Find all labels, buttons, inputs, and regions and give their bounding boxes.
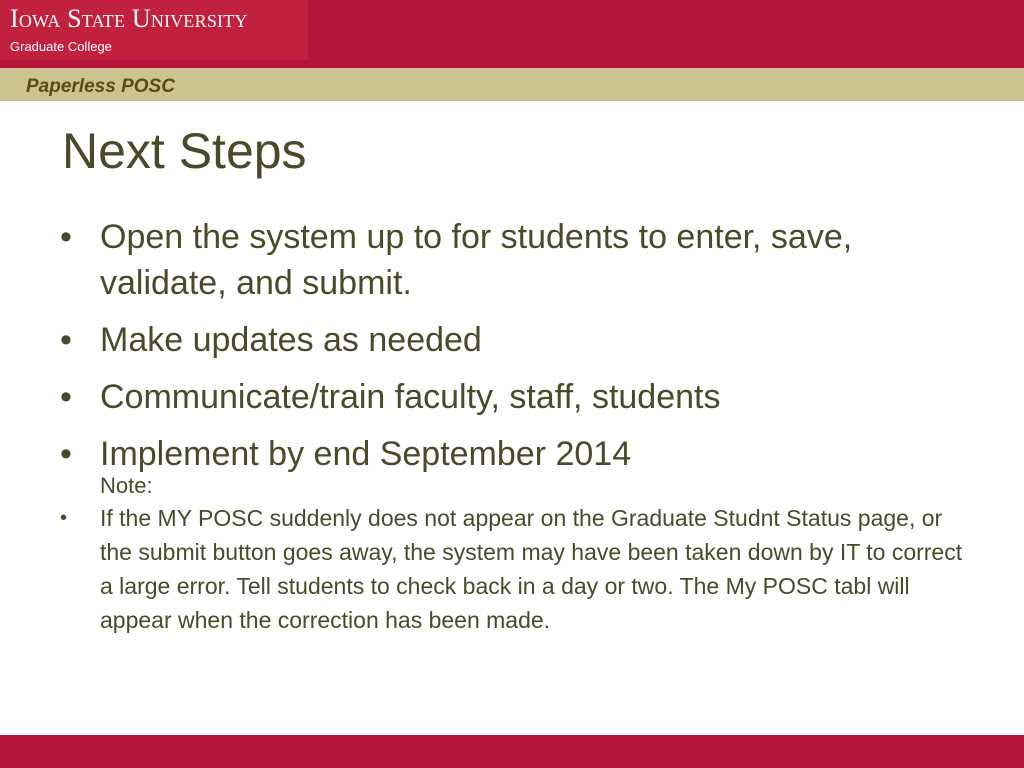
university-name: Iowa State University xyxy=(10,4,248,33)
bullet-icon: • xyxy=(60,321,72,359)
header-bar xyxy=(0,0,1024,68)
list-item xyxy=(60,501,980,637)
list-item xyxy=(60,214,980,306)
bullet-text: Communicate/train faculty, staff, students xyxy=(100,378,721,416)
bullet-icon: • xyxy=(60,218,72,256)
bullet-icon: • xyxy=(60,507,68,529)
college-name: Graduate College xyxy=(10,39,112,54)
bullet-text: Make updates as needed xyxy=(100,321,482,359)
bullet-text: Open the system up to for students to enter, save, validate, and submit. xyxy=(100,218,853,302)
list-item xyxy=(60,431,980,499)
note-text: If the MY POSC suddenly does not appear on the Graduate Studnt Status page, or the submit button goes away, the system may have been taken down by IT to correct a large error. Tell students to check back in a day or two. The My POSC tabl will appear when the correction has been made. xyxy=(100,505,963,633)
footer-bar xyxy=(0,735,1024,768)
bullet-text: Implement by end September 2014 xyxy=(100,435,632,473)
list-item xyxy=(60,317,980,363)
bullet-icon: • xyxy=(60,378,72,416)
list-item xyxy=(60,374,980,420)
university-logo xyxy=(0,0,308,60)
note-label: Note: xyxy=(100,473,153,498)
bullet-list xyxy=(60,214,980,637)
slide-title: Next Steps xyxy=(62,123,307,179)
presentation-subtitle: Paperless POSC xyxy=(26,76,175,97)
bullet-icon: • xyxy=(60,435,72,473)
